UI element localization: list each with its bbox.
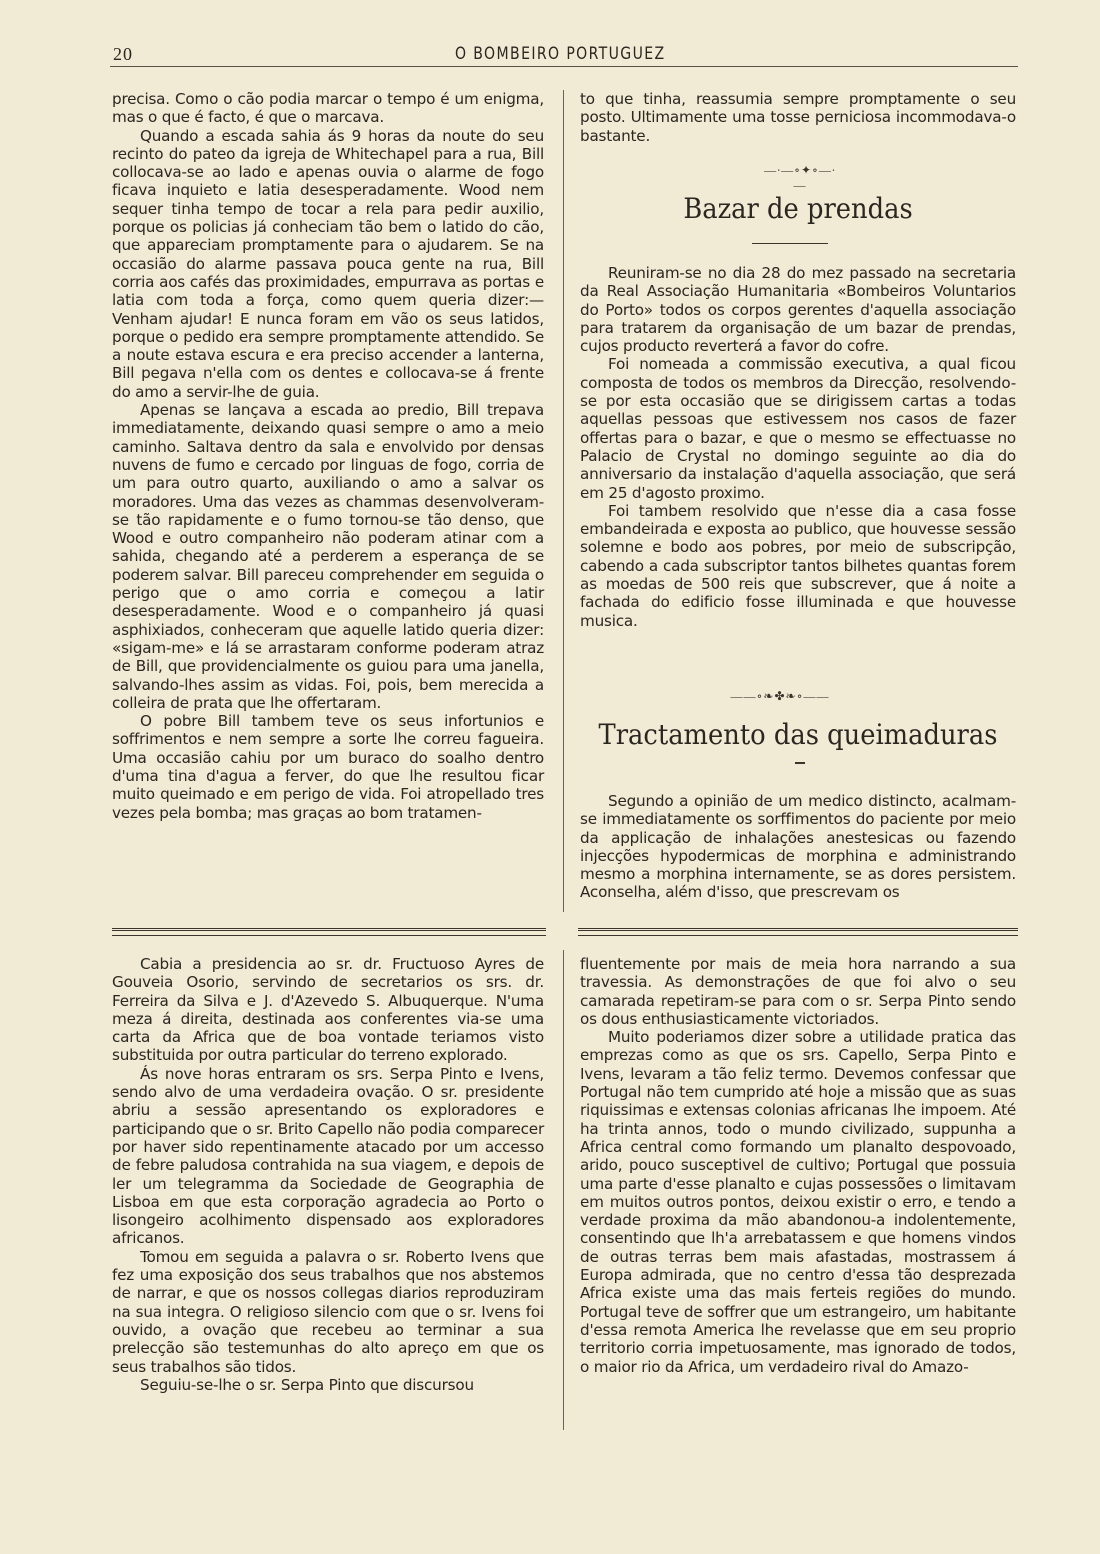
header-rule xyxy=(110,66,1018,67)
paragraph: Cabia a presidencia ao sr. dr. Fructuoso Ayres de Gouveia Osorio, servindo de secretarios os srs. dr. Ferreira da Silva e J. d'Azevedo S. Albuquerque. N'uma meza á direita, destinada aos conferentes via-se uma carta da Africa que de boa vontade teriamos visto substituida por outra particular do terreno explorado. xyxy=(112,955,544,1065)
bazar-heading: Bazar de prendas xyxy=(683,192,913,225)
paragraph: Foi tambem resolvido que n'esse dia a casa fosse embandeirada e exposta ao publico, que houvesse sessão solemne e bodo aos pobres, por meio de subscripção, cabendo a cada subscriptor tantos bilhetes quantas forem as moedas de 500 reis que subscrever, que á noite a fachada do edificio fosse illuminada e que houvesse musica. xyxy=(580,501,1016,630)
top-left-column xyxy=(112,90,544,822)
queimaduras-heading: Tractamento das queimaduras xyxy=(598,718,998,751)
paragraph: Seguiu-se-lhe o sr. Serpa Pinto que discursou xyxy=(140,1375,474,1394)
paragraph: Tomou em seguida a palavra o sr. Roberto Ivens que fez uma exposição dos seus trabalhos que nos abstemos de narrar, e que os nossos collegas diarios reproduziram na sua integra. O religioso silencio com que o sr. Ivens foi ouvido, a ovação que recebeu ao terminar a sua prelecção são testemunhas do alto apreço em que os seus trabalhos são tidos. xyxy=(112,1247,544,1376)
paragraph: Quando a escada sahia ás 9 horas da noute do seu recinto do pateo da igreja de Whitechapel para a rua, Bill collocava-se ao lado e apenas ouvia o alarme de fogo ficava inquieto e latia desesperadamente. Wood nem sequer tinha tempo de tocar a rela para pedir auxilio, porque os policias já conheciam tão bem o latido do cão, que appareciam promptamente para o ajudarem. Se na occasião do alarme passava pouca gente na rua, Bill corria aos cafés das proximidades, empurrava as portas e latia com toda a força, como quem queria dizer:—Venham ajudar! E nunca foram em vão os seus latidos, porque o pedido era sempre promptamente attendido. Se a noute estava escura e era preciso accender a lanterna, Bill pegava n'ella com os dentes e collocava-se á frente do amo a servir-lhe de guia. xyxy=(112,126,544,401)
bottom-left-column xyxy=(112,955,544,1394)
column-divider xyxy=(563,90,564,912)
paragraph: Apenas se lançava a escada ao predio, Bill trepava immediatamente, deixando quasi sempre o amo a meio caminho. Saltava dentro da sala e envolvido por densas nuvens de fumo e cercado por linguas de fogo, corria de um para outro quarto, auxiliando o amo a salvar os moradores. Uma das vezes as chammas desenvolveram-se tão rapidamente e o fumo tornou-se tão denso, que Wood e outro companheiro não poderam atinar com a sahida, chegando até a perderem a esperança de se poderem salvar. Bill pareceu comprehender em seguida o perigo que o amo corria e começou a latir desesperadamente. Wood e o companheiro já quasi asphixiados, conheceram que aquelle latido queria dizer: «sigam-me» e lá se arrastaram conforme poderam atraz de Bill, que providencialmente os guiou para uma janella, salvando-lhes assim as vidas. Foi, pois, bem merecida a colleira de prata que lhe offertaram. xyxy=(112,401,544,712)
heading-rule xyxy=(752,243,828,244)
publication-title: O BOMBEIRO PORTUGUEZ xyxy=(455,44,666,64)
paragraph: Muito poderiamos dizer sobre a utilidade pratica das emprezas como as que os srs. Capello, Serpa Pinto e Ivens, levaram a tão feliz termo. Devemos confessar que Portugal não tem cumprido até hoje a missão que as suas riquissimas e extensas colonias africanas lhe impoem. Até ha trinta annos, todo o mundo civilizado, suppunha a Africa central como formando um planalto despovoado, arido, pouco susceptivel de cultivo; Portugal que possuia uma parte d'esse planalto e cujas possessões o limitavam em muitos outros pontos, deixou existir o erro, e tendo a verdade proxima da mão abandonou-a indolentemente, consentindo que lh'a arrebatassem e que homens vindos de outras terras bem mais afastadas, mostrassem á Europa admirada, que no centro d'essa tão desprezada Africa existe uma das mais ferteis regiões do mundo. Portugal teve de soffrer que um estrangeiro, um habitante d'essa remota America lhe revelasse que em seu proprio territorio corria impetuosamente, mas ignorado de todos, o maior rio da Africa, um verdadeiro rival do Amazo- xyxy=(580,1028,1016,1376)
page-number: 20 xyxy=(113,44,133,64)
ornament-divider: ——∘❧✤❧∘—— xyxy=(730,689,830,703)
ornament-divider: —∙—∘✦∘—∙— xyxy=(764,163,836,192)
queimaduras-article xyxy=(580,792,1016,902)
paragraph: precisa. Como o cão podia marcar o tempo é um enigma, mas o que é facto, é que o marcava. xyxy=(112,90,544,127)
paragraph: fluentemente por mais de meia hora narrando a sua travessia. As demonstrações de que foi alvo o seu camarada repetiram-se para com o sr. Serpa Pinto sendo os dous enthusiasticamente victoriados. xyxy=(580,955,1016,1028)
paragraph: Reuniram-se no dia 28 do mez passado na secretaria da Real Associação Humanitaria «Bombeiros Voluntarios do Porto» todos os corpos gerentes d'aquella associação para tratarem da organisação de um bazar de prendas, cujos producto reverterá a favor do cofre. xyxy=(580,264,1016,356)
continued-paragraph xyxy=(580,90,1016,145)
paragraph: to que tinha, reassumia sempre promptamente o seu posto. Ultimamente uma tosse perniciosa incommodava-o bastante. xyxy=(580,90,1016,145)
heading-dash xyxy=(795,762,805,764)
bottom-right-column xyxy=(580,955,1016,1376)
paragraph: Ás nove horas entraram os srs. Serpa Pinto e Ivens, sendo alvo de uma verdadeira ovação. O sr. presidente abriu a sessão apresentando os exploradores e participando que o sr. Brito Capello não podia comparecer por haver sido repentinamente atacado por um accesso de febre paludosa contrahida na sua viagem, e depois de ler um telegramma da Sociedade de Geographia de Lisboa em que esta corporação agradecia ao Porto o lisongeiro acolhimento dispensado aos exploradores africanos. xyxy=(112,1064,544,1248)
paragraph: Foi nomeada a commissão executiva, a qual ficou composta de todos os membros da Direcção, resolvendo-se por esta occasião que se dirigissem cartas a todas aquellas pessoas que estivessem nos casos de fazer offertas para o bazar, e que o mesmo se effectuasse no Palacio de Crystal no domingo seguinte ao dia do anniversario da instalação d'aquella associação, que será em 25 d'agosto proximo. xyxy=(580,355,1016,502)
bazar-article xyxy=(580,264,1016,630)
section-separator xyxy=(578,928,1018,936)
column-divider xyxy=(563,950,564,1430)
paragraph: Segundo a opinião de um medico distincto, acalmam-se immediatamente os sorffimentos do paciente por meio da applicação de inhalações anestesicas ou fazendo injecções hypodermicas de morphina e administrando mesmo a morphina internamente, se as dores persistem. Aconselha, além d'isso, que prescrevam os xyxy=(580,792,1016,902)
paragraph: O pobre Bill tambem teve os seus infortunios e soffrimentos e nem sempre a sorte lhe correu fagueira. Uma occasião cahiu por um buraco do soalho dentro d'uma tina d'agua a ferver, do que lhe resultou ficar muito queimado e em perigo de vida. Foi atropellado tres vezes pela bomba; mas graças ao bom tratamen- xyxy=(112,712,544,822)
section-separator xyxy=(112,928,546,936)
